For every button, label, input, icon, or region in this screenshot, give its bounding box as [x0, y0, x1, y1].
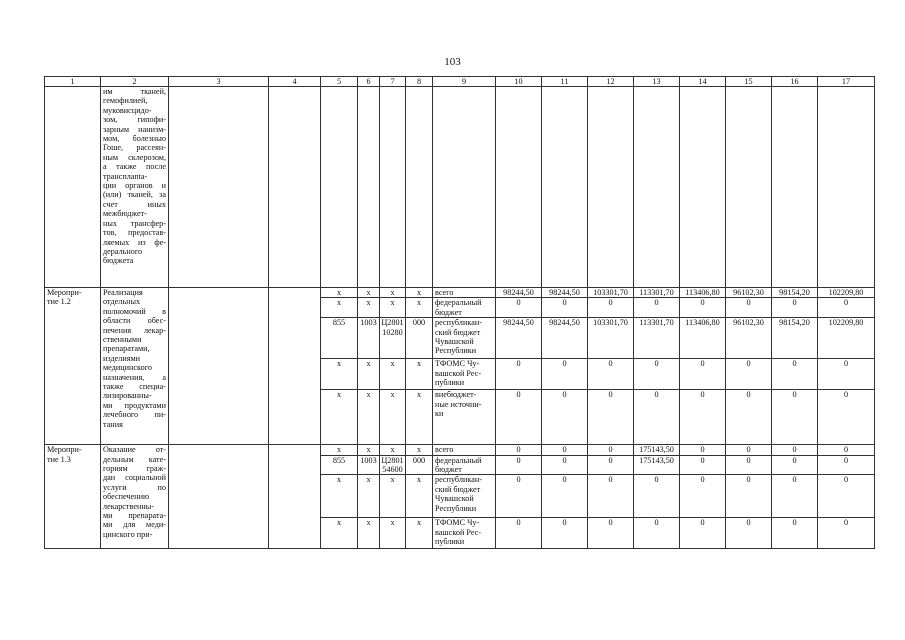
header-cell-9: 9: [433, 77, 496, 87]
empty-cell: [818, 87, 875, 288]
code-grbs: x: [321, 359, 358, 390]
amount-cell: 0: [496, 359, 542, 390]
amount-cell: 0: [818, 518, 875, 549]
code-csr: x: [380, 518, 406, 549]
amount-cell: 103301,70: [588, 288, 634, 298]
header-cell-5: 5: [321, 77, 358, 87]
funding-source: всего: [433, 445, 496, 455]
header-cell-12: 12: [588, 77, 634, 87]
header-cell-1: 1: [45, 77, 101, 87]
amount-cell: 0: [680, 390, 726, 445]
measure-1-2-row: [45, 288, 875, 298]
amount-cell: 0: [772, 359, 818, 390]
empty-cell: [726, 87, 772, 288]
code-csr: x: [380, 445, 406, 455]
code-vr: x: [406, 445, 433, 455]
code-rzpr: 1003: [358, 318, 380, 359]
empty-cell: [433, 87, 496, 288]
budget-table: [44, 76, 875, 549]
amount-cell: 98154,20: [772, 288, 818, 298]
code-csr: x: [380, 475, 406, 518]
amount-cell: 0: [818, 298, 875, 318]
code-grbs: x: [321, 390, 358, 445]
measure-1-3-row: [45, 445, 875, 455]
code-vr: x: [406, 518, 433, 549]
amount-cell: 0: [496, 455, 542, 475]
amount-cell: 0: [726, 298, 772, 318]
empty-cell: [542, 87, 588, 288]
measure-1-3-label: Меропри- тие 1.3: [45, 445, 101, 549]
funding-source: внебюджет- ные источни- ки: [433, 390, 496, 445]
empty-cell: [496, 87, 542, 288]
code-vr: x: [406, 298, 433, 318]
header-cell-3: 3: [169, 77, 269, 87]
amount-cell: 0: [542, 445, 588, 455]
code-rzpr: x: [358, 445, 380, 455]
amount-cell: 0: [588, 518, 634, 549]
amount-cell: 0: [726, 475, 772, 518]
amount-cell: 0: [634, 390, 680, 445]
amount-cell: 102209,80: [818, 288, 875, 298]
amount-cell: 0: [588, 298, 634, 318]
amount-cell: 0: [726, 359, 772, 390]
header-cell-7: 7: [380, 77, 406, 87]
amount-cell: 0: [542, 298, 588, 318]
amount-cell: 0: [726, 518, 772, 549]
header-cell-11: 11: [542, 77, 588, 87]
code-rzpr: x: [358, 359, 380, 390]
amount-cell: 0: [818, 359, 875, 390]
header-cell-2: 2: [101, 77, 169, 87]
code-grbs: 855: [321, 455, 358, 475]
amount-cell: 0: [496, 390, 542, 445]
col1-cell: [45, 87, 101, 288]
funding-source: ТФОМС Чу- вашской Рес- публики: [433, 518, 496, 549]
amount-cell: 0: [772, 475, 818, 518]
empty-cell: [588, 87, 634, 288]
empty-cell: [358, 87, 380, 288]
amount-cell: 0: [496, 298, 542, 318]
amount-cell: 103301,70: [588, 318, 634, 359]
amount-cell: 0: [496, 445, 542, 455]
page-number: 103: [444, 56, 461, 68]
amount-cell: 0: [496, 475, 542, 518]
amount-cell: 98244,50: [496, 318, 542, 359]
amount-cell: 0: [772, 455, 818, 475]
measure-1-2-description: Реализация отдельных полномочий в области обес- печения лекар- ственными препаратами, изделиями медицинского назначения, а также специа- лизированны- ми продуктами лечебного пи- тания: [101, 288, 169, 445]
code-vr: x: [406, 475, 433, 518]
amount-cell: 0: [772, 298, 818, 318]
code-csr: x: [380, 298, 406, 318]
amount-cell: 0: [496, 518, 542, 549]
amount-cell: 0: [818, 455, 875, 475]
code-csr: Ц2801 10280: [380, 318, 406, 359]
code-rzpr: 1003: [358, 455, 380, 475]
code-rzpr: x: [358, 475, 380, 518]
continuation-row: [45, 87, 875, 288]
empty-cell: [772, 87, 818, 288]
empty-cell: [634, 87, 680, 288]
code-grbs: x: [321, 475, 358, 518]
header-cell-4: 4: [269, 77, 321, 87]
header-cell-6: 6: [358, 77, 380, 87]
amount-cell: 0: [542, 475, 588, 518]
amount-cell: 102209,80: [818, 318, 875, 359]
amount-cell: 0: [634, 298, 680, 318]
empty-cell: [269, 445, 321, 549]
amount-cell: 0: [588, 445, 634, 455]
code-rzpr: x: [358, 298, 380, 318]
code-rzpr: x: [358, 390, 380, 445]
code-grbs: x: [321, 288, 358, 298]
code-rzpr: x: [358, 518, 380, 549]
header-cell-17: 17: [818, 77, 875, 87]
code-grbs: 855: [321, 318, 358, 359]
amount-cell: 0: [634, 518, 680, 549]
amount-cell: 0: [588, 390, 634, 445]
header-cell-15: 15: [726, 77, 772, 87]
amount-cell: 113301,70: [634, 318, 680, 359]
header-cell-10: 10: [496, 77, 542, 87]
empty-cell: [169, 445, 269, 549]
code-csr: Ц2801 54600: [381, 455, 404, 475]
code-rzpr: x: [358, 288, 380, 298]
amount-cell: 0: [818, 475, 875, 518]
funding-source: федеральный бюджет: [433, 455, 496, 475]
empty-cell: [169, 87, 269, 288]
header-cell-13: 13: [634, 77, 680, 87]
code-vr: x: [406, 390, 433, 445]
amount-cell: 0: [588, 359, 634, 390]
amount-cell: 0: [588, 455, 634, 475]
code-grbs: x: [321, 445, 358, 455]
funding-source: федеральный бюджет: [433, 298, 496, 318]
amount-cell: 0: [772, 518, 818, 549]
amount-cell: 0: [588, 475, 634, 518]
empty-cell: [380, 87, 406, 288]
amount-cell: 0: [726, 390, 772, 445]
funding-source: всего: [433, 288, 496, 298]
amount-cell: 98244,50: [496, 288, 542, 298]
amount-cell: 0: [726, 445, 772, 455]
amount-cell: 113406,80: [680, 318, 726, 359]
header-row: [45, 77, 875, 87]
measure-1-3-description: Оказание от- дельным кате- гориям граж- дан социальной услуги по обеспечению лекарственны- ми препарата- ми для меди- цинского при-: [101, 445, 169, 549]
amount-cell: 98244,50: [542, 318, 588, 359]
description-cell: им тканей, гемофилией, муковисцидо- зом, гипофи- зарным нанизм- мом, болезнью Гоше, рассеян- ным склерозом, а также после трансплanta- ции органов и (или) тканей, за счет иных межбюджет- ных трансфер- тов, предостав- ляемых из фе- дерального бюджета: [101, 87, 169, 288]
funding-source: республикан- ский бюджет Чувашской Республики: [433, 318, 496, 359]
amount-cell: 113301,70: [634, 288, 680, 298]
amount-cell: 175143,50: [634, 445, 680, 455]
amount-cell: 0: [680, 298, 726, 318]
funding-source: республикан- ский бюджет Чувашской Республики: [433, 475, 496, 518]
amount-cell: 0: [542, 455, 588, 475]
code-vr: 000: [406, 455, 433, 475]
amount-cell: 96102,30: [726, 288, 772, 298]
amount-cell: 0: [680, 359, 726, 390]
code-csr: x: [380, 390, 406, 445]
funding-source: ТФОМС Чу- вашской Рес- публики: [433, 359, 496, 390]
amount-cell: 0: [634, 475, 680, 518]
amount-cell: 0: [634, 359, 680, 390]
empty-cell: [680, 87, 726, 288]
empty-cell: [321, 87, 358, 288]
amount-cell: 0: [542, 390, 588, 445]
amount-cell: 98154,20: [772, 318, 818, 359]
header-cell-16: 16: [772, 77, 818, 87]
empty-cell: [406, 87, 433, 288]
amount-cell: 0: [818, 390, 875, 445]
amount-cell: 98244,50: [542, 288, 588, 298]
code-grbs: x: [321, 518, 358, 549]
empty-cell: [269, 87, 321, 288]
amount-cell: 0: [680, 518, 726, 549]
amount-cell: 113406,80: [680, 288, 726, 298]
amount-cell: 0: [542, 359, 588, 390]
code-vr: x: [406, 288, 433, 298]
code-csr: x: [380, 359, 406, 390]
amount-cell: 0: [680, 475, 726, 518]
amount-cell: 0: [772, 390, 818, 445]
amount-cell: 0: [542, 518, 588, 549]
amount-cell: 175143,50: [634, 455, 680, 475]
amount-cell: 0: [726, 455, 772, 475]
empty-cell: [269, 288, 321, 445]
amount-cell: 0: [680, 455, 726, 475]
code-csr: x: [380, 288, 406, 298]
code-vr: x: [406, 359, 433, 390]
code-grbs: x: [321, 298, 358, 318]
amount-cell: 0: [680, 445, 726, 455]
amount-cell: 96102,30: [726, 318, 772, 359]
measure-1-2-label: Меропри- тие 1.2: [45, 288, 101, 445]
header-cell-14: 14: [680, 77, 726, 87]
amount-cell: 0: [772, 445, 818, 455]
empty-cell: [169, 288, 269, 445]
amount-cell: 0: [818, 445, 875, 455]
code-vr: 000: [406, 318, 433, 359]
header-cell-8: 8: [406, 77, 433, 87]
